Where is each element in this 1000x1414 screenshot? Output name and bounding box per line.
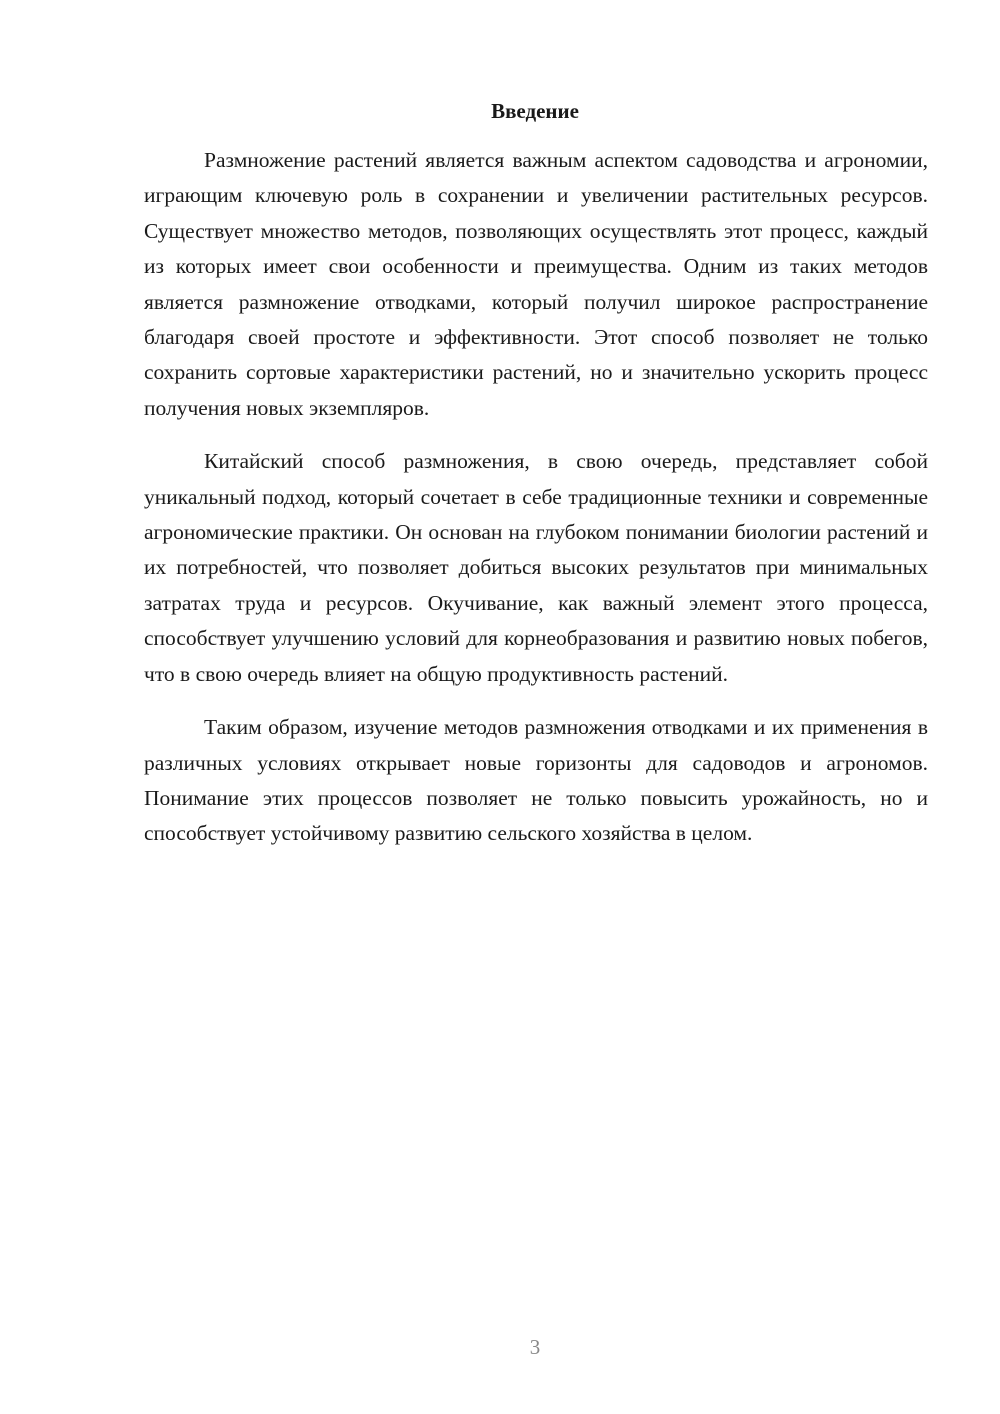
section-heading: Введение [491, 99, 579, 123]
paragraph: Таким образом, изучение методов размножения отводками и их применения в различных условиях открывает новые горизонты для садоводов и агрономов. Понимание этих процессов позволяет не только повысить урожайность, но и способствует устойчивому развитию сельского хозяйства в целом. [144, 715, 928, 846]
paragraph: Размножение растений является важным аспектом садоводства и агрономии, играющим ключевую роль в сохранении и увеличении растительных ресурсов. Существует множество методов, позволяющих осуществлять этот процесс, каждый из которых имеет свои особенности и преимущества. Одним из таких методов является размножение отводками, который получил широкое распространение благодаря своей простоте и эффективности. Этот способ позволяет не только сохранить сортовые характеристики растений, но и значительно ускорить процесс получения новых экземпляров. [144, 148, 928, 420]
body-text [144, 143, 928, 870]
page-number: 3 [529, 1335, 541, 1359]
paragraph: Китайский способ размножения, в свою очередь, представляет собой уникальный подход, который сочетает в себе традиционные техники и современные агрономические практики. Он основан на глубоком понимании биологии растений и их потребностей, что позволяет добиться высоких результатов при минимальных затратах труда и ресурсов. Окучивание, как важный элемент этого процесса, способствует улучшению условий для корнеобразования и развитию новых побегов, что в свою очередь влияет на общую продуктивность растений. [144, 449, 928, 686]
